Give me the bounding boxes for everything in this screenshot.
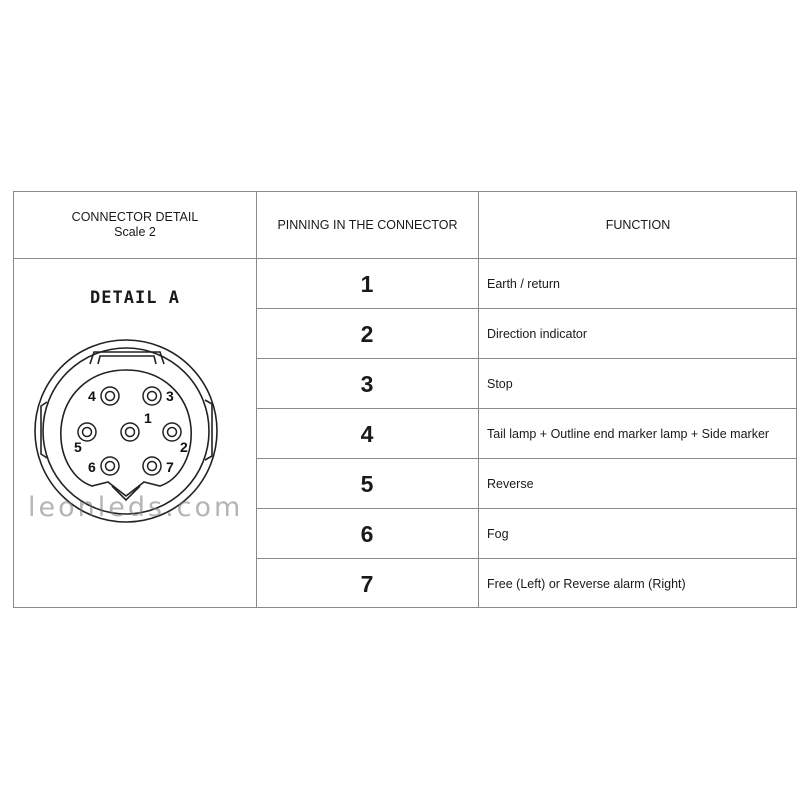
pin-2-core [168,428,177,437]
pin-6-core [106,462,115,471]
connector-latch [90,352,164,364]
pin-function: Fog [487,527,509,541]
pin-number: 7 [360,570,374,597]
pin-number: 2 [360,320,374,347]
connector-pin-label: 6 [88,459,96,475]
pin-1-contact [121,423,139,441]
pin-3-contact [143,387,161,405]
pin-function: Reverse [487,477,534,491]
pin-4-contact [101,387,119,405]
pin-number: 5 [360,470,374,497]
pin-function: Direction indicator [487,327,588,341]
pin-number: 6 [360,520,374,547]
connector-pin-label: 7 [166,459,174,475]
connector-pin-label: 3 [166,388,174,404]
pin-function: Earth / return [487,277,560,291]
pin-function: Free (Left) or Reverse alarm (Right) [487,577,686,591]
pin-4-core [106,392,115,401]
pin-6-contact [101,457,119,475]
pin-number: 4 [360,420,374,447]
pin-1-core [126,428,135,437]
pin-7-core [148,462,157,471]
pin-number: 3 [360,370,374,397]
pin-3-core [148,392,157,401]
pin-7-contact [143,457,161,475]
watermark: leonleds.com [28,492,244,523]
function-heading: FUNCTION [605,217,671,232]
connector-pin-label: 2 [180,439,188,455]
pinning-heading: PINNING IN THE CONNECTOR [277,217,458,232]
pin-number: 1 [360,270,374,297]
connector-latch-inner [98,356,156,364]
scale-label: Scale 2 [114,225,156,239]
connector-pin-label: 1 [144,410,152,426]
pin-2-contact [163,423,181,441]
connector-pin-label: 4 [88,388,96,404]
pin-function: Tail lamp + Outline end marker lamp + Side marker [487,427,770,441]
connector-pin-label: 5 [74,439,82,455]
connector-detail-heading: CONNECTOR DETAIL [71,210,199,224]
pin-5-core [83,428,92,437]
pin-function: Stop [487,377,513,391]
detail-title: DETAIL A [90,288,180,308]
